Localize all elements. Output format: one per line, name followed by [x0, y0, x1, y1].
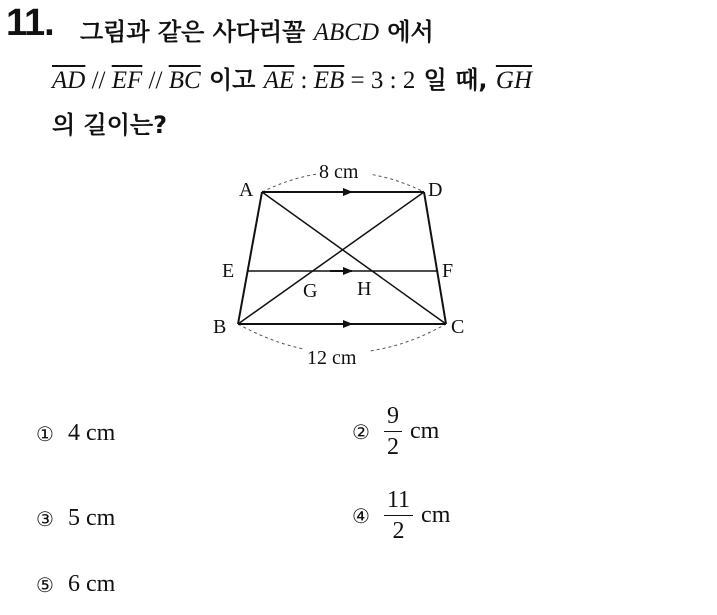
segment-ad: $\overline{AD}$ — [52, 67, 86, 94]
choice-4[interactable] — [352, 488, 450, 543]
segment-ef: $\overline{EF}$ — [111, 67, 143, 94]
side-dc — [424, 192, 446, 324]
question-text: 에서 — [379, 18, 434, 46]
segment-gh: $\overline{GH}$ — [495, 67, 532, 94]
choice-value: 4 cm — [67, 420, 116, 446]
choice-value: 6 cm — [67, 571, 116, 597]
diagonal-ac — [262, 192, 446, 324]
segment-bc: $\overline{BC}$ — [168, 67, 201, 94]
trapezoid-name: ABCD — [313, 19, 380, 46]
question-text: 그림과 같은 사다리꼴 — [80, 18, 314, 46]
choice-1[interactable] — [36, 420, 115, 447]
choice-marker: ③ — [36, 506, 54, 531]
question-text: 일 때, — [415, 66, 496, 94]
parallel-symbol: // — [85, 67, 112, 94]
label-b: B — [213, 316, 227, 338]
choice-marker: ② — [352, 419, 370, 444]
side-ab — [238, 192, 262, 324]
diagonal-bd — [238, 192, 424, 324]
fraction — [384, 404, 402, 459]
label-h: H — [357, 278, 372, 300]
choice-2[interactable] — [352, 404, 439, 459]
question-number: 11. — [6, 2, 54, 44]
fraction-numerator: 9 — [384, 404, 402, 432]
segment-ae: $\overline{AE}$ — [263, 67, 295, 94]
choice-5[interactable] — [36, 571, 115, 598]
choice-value: 5 cm — [67, 505, 116, 531]
question-text: 이고 — [200, 66, 264, 94]
fraction-numerator: 11 — [384, 488, 413, 516]
choice-unit: cm — [409, 418, 440, 444]
ratio-colon: : — [294, 67, 314, 94]
parallel-symbol: // — [142, 67, 169, 94]
question-line-3: 의 길이는? — [52, 111, 168, 139]
label-g: G — [303, 280, 318, 302]
label-e: E — [222, 260, 235, 282]
fraction — [384, 488, 413, 543]
label-a: A — [239, 179, 254, 201]
top-length-label: 8 cm — [319, 161, 359, 183]
fraction-denominator: 2 — [392, 518, 405, 544]
label-c: C — [451, 316, 465, 338]
choice-marker: ④ — [352, 503, 370, 528]
choice-unit: cm — [421, 502, 451, 528]
fraction-denominator: 2 — [386, 434, 399, 460]
choice-3[interactable] — [36, 505, 115, 532]
bottom-length-label: 12 cm — [307, 347, 357, 369]
choice-marker: ⑤ — [36, 572, 54, 597]
label-f: F — [442, 260, 454, 282]
ratio-value: = 3 : 2 — [344, 67, 416, 94]
segment-eb: $\overline{EB}$ — [313, 67, 345, 94]
label-d: D — [428, 179, 443, 201]
choice-marker: ① — [36, 421, 54, 446]
